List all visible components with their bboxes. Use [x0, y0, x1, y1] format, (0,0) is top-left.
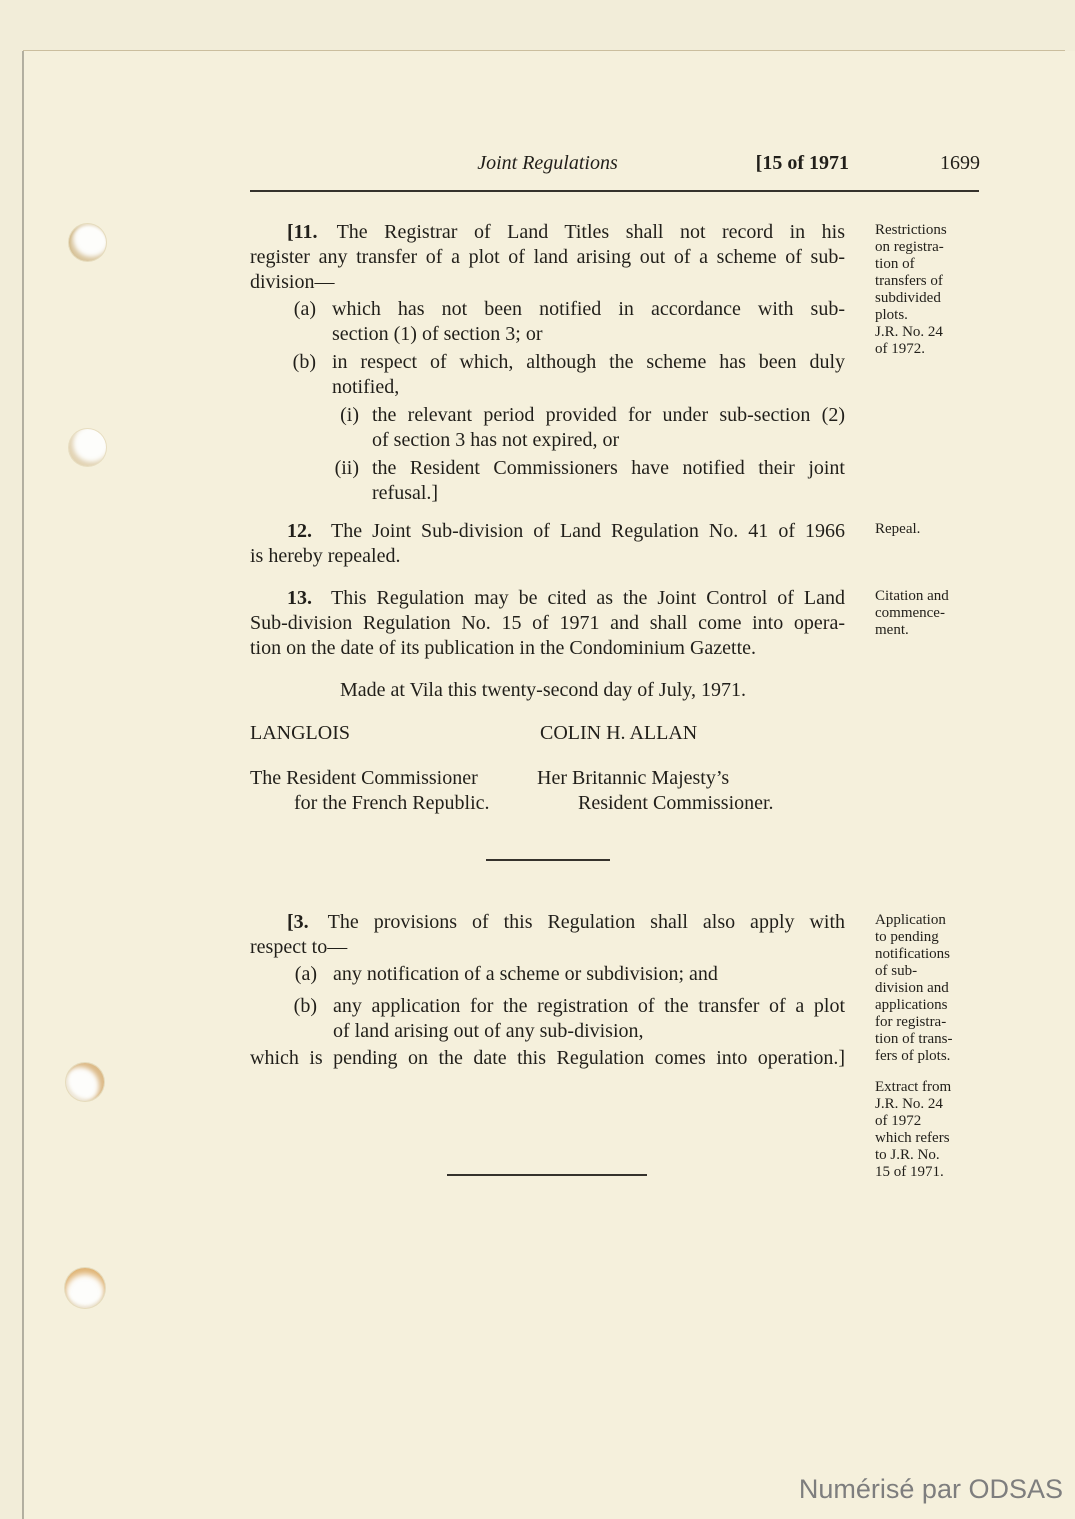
- paragraph-text: The provisions of this Regulation shall also apply with: [327, 911, 845, 933]
- margin-note-restrictions: [875, 222, 995, 358]
- paragraph-12: [250, 519, 845, 569]
- margin-note-repeal: [875, 521, 995, 538]
- paragraph-line: [250, 910, 845, 935]
- margin-note-line: commence-: [875, 605, 945, 621]
- list-label: (i): [340, 404, 359, 426]
- paragraph-3: [250, 910, 845, 960]
- list-item-11b-i: [340, 403, 845, 453]
- margin-note-line: J.R. No. 24: [875, 1096, 943, 1112]
- list-label: (a): [294, 963, 317, 985]
- signature-right-title: Her Britannic Majesty’s: [537, 767, 730, 789]
- volume-reference: [15 of 1971: [755, 152, 849, 174]
- list-item-3a: [294, 962, 845, 987]
- list-item-line: of land arising out of any sub-division,: [333, 1020, 644, 1042]
- margin-note-line: ment.: [875, 622, 909, 638]
- margin-note-line: 15 of 1971.: [875, 1164, 944, 1180]
- margin-note-line: subdivided: [875, 290, 941, 306]
- list-item-line: any notification of a scheme or subdivision; and: [333, 963, 718, 985]
- scan-watermark: Numérisé par ODSAS: [798, 1474, 1063, 1504]
- list-label: (ii): [334, 457, 359, 479]
- list-item-11b-ii: [334, 456, 845, 506]
- margin-note-line: Restrictions: [875, 222, 947, 238]
- margin-note-line: on registra-: [875, 239, 944, 255]
- margin-note-line: fers of plots.: [875, 1048, 951, 1064]
- paragraph-line: division—: [250, 271, 335, 293]
- margin-note-line: of 1972.: [875, 341, 925, 357]
- hole-punch: [66, 1063, 104, 1101]
- list-item-11b: [292, 350, 845, 400]
- paragraph-number: 13.: [287, 587, 312, 609]
- paragraph-number: 12.: [287, 520, 312, 542]
- page-number: 1699: [940, 152, 980, 174]
- margin-note-line: of sub-: [875, 963, 918, 979]
- list-item-line: notified,: [332, 376, 400, 398]
- margin-note-line: notifications: [875, 946, 950, 962]
- list-label: (b): [292, 351, 316, 373]
- paragraph-line: is hereby repealed.: [250, 545, 401, 567]
- list-item-line: the relevant period provided for under sub-section (2): [372, 404, 845, 426]
- list-item-3b: [293, 994, 845, 1044]
- divider-rule: [447, 1174, 647, 1176]
- margin-note-line: of 1972: [875, 1113, 922, 1129]
- sheet-left-edge: [22, 51, 24, 1519]
- running-title: Joint Regulations: [477, 152, 618, 174]
- made-at-line: Made at Vila this twenty-second day of July, 1971.: [340, 679, 746, 701]
- list-item-line: refusal.]: [372, 482, 439, 504]
- paragraph-line: which is pending on the date this Regulation comes into operation.]: [250, 1047, 845, 1069]
- header-rule: [250, 190, 979, 192]
- paragraph-line: [250, 586, 845, 611]
- margin-note-application: [875, 912, 995, 1065]
- paragraph-line: [250, 220, 845, 245]
- margin-note-line: plots.: [875, 307, 908, 323]
- margin-note-line: division and: [875, 980, 949, 996]
- paragraph-line: Sub-division Regulation No. 15 of 1971 and shall come into opera-: [250, 612, 845, 634]
- margin-note-line: transfers of: [875, 273, 943, 289]
- paragraph-line: tion on the date of its publication in the Condominium Gazette.: [250, 637, 757, 659]
- paragraph-11: [250, 220, 845, 295]
- list-item-line: which has not been notified in accordance with sub-: [332, 298, 845, 320]
- margin-note-line: J.R. No. 24: [875, 324, 943, 340]
- list-item-11a: [293, 297, 845, 347]
- margin-note-line: applications: [875, 997, 948, 1013]
- paragraph-3-closing: [250, 1046, 845, 1071]
- signature-left-name: LANGLOIS: [250, 722, 350, 744]
- margin-note-line: Application: [875, 912, 946, 928]
- signature-left-title: for the French Republic.: [294, 792, 490, 814]
- signature-left-title: The Resident Commissioner: [250, 767, 478, 789]
- paragraph-text: The Joint Sub-division of Land Regulation No. 41 of 1966: [331, 520, 845, 542]
- list-label: (b): [293, 995, 317, 1017]
- margin-note-line: tion of trans-: [875, 1031, 953, 1047]
- margin-note-line: to J.R. No.: [875, 1147, 940, 1163]
- hole-punch: [65, 1268, 105, 1308]
- paragraph-number: [11.: [287, 221, 318, 243]
- list-item-line: in respect of which, although the scheme has been duly: [332, 351, 845, 373]
- signature-right-title: Resident Commissioner.: [578, 792, 774, 814]
- paragraph-line: respect to—: [250, 936, 348, 958]
- paragraph-13: [250, 586, 845, 661]
- margin-note-line: Extract from: [875, 1079, 952, 1095]
- paragraph-text: This Regulation may be cited as the Joint Control of Land: [331, 587, 845, 609]
- margin-note-line: Citation and: [875, 588, 949, 604]
- sheet-top-edge: [23, 50, 1065, 51]
- signature-right-name: COLIN H. ALLAN: [540, 722, 698, 744]
- list-item-line: the Resident Commissioners have notified their joint: [372, 457, 845, 479]
- paragraph-number: [3.: [287, 911, 309, 933]
- paragraph-line: [250, 519, 845, 544]
- margin-note-line: to pending: [875, 929, 939, 945]
- paragraph-text: The Registrar of Land Titles shall not record in his: [336, 221, 845, 243]
- divider-rule: [486, 859, 610, 861]
- margin-note-extract: [875, 1079, 995, 1181]
- margin-note-line: which refers: [875, 1130, 950, 1146]
- hole-punch: [69, 224, 106, 261]
- paragraph-line: register any transfer of a plot of land arising out of a scheme of sub-: [250, 246, 845, 268]
- list-item-line: section (1) of section 3; or: [332, 323, 543, 345]
- margin-note-line: tion of: [875, 256, 915, 272]
- list-item-line: of section 3 has not expired, or: [372, 429, 620, 451]
- hole-punch: [69, 429, 106, 466]
- margin-note-line: for registra-: [875, 1014, 947, 1030]
- list-label: (a): [293, 298, 316, 320]
- margin-note-line: Repeal.: [875, 521, 921, 537]
- list-item-line: any application for the registration of the transfer of a plot: [333, 995, 845, 1017]
- margin-note-citation: [875, 588, 995, 639]
